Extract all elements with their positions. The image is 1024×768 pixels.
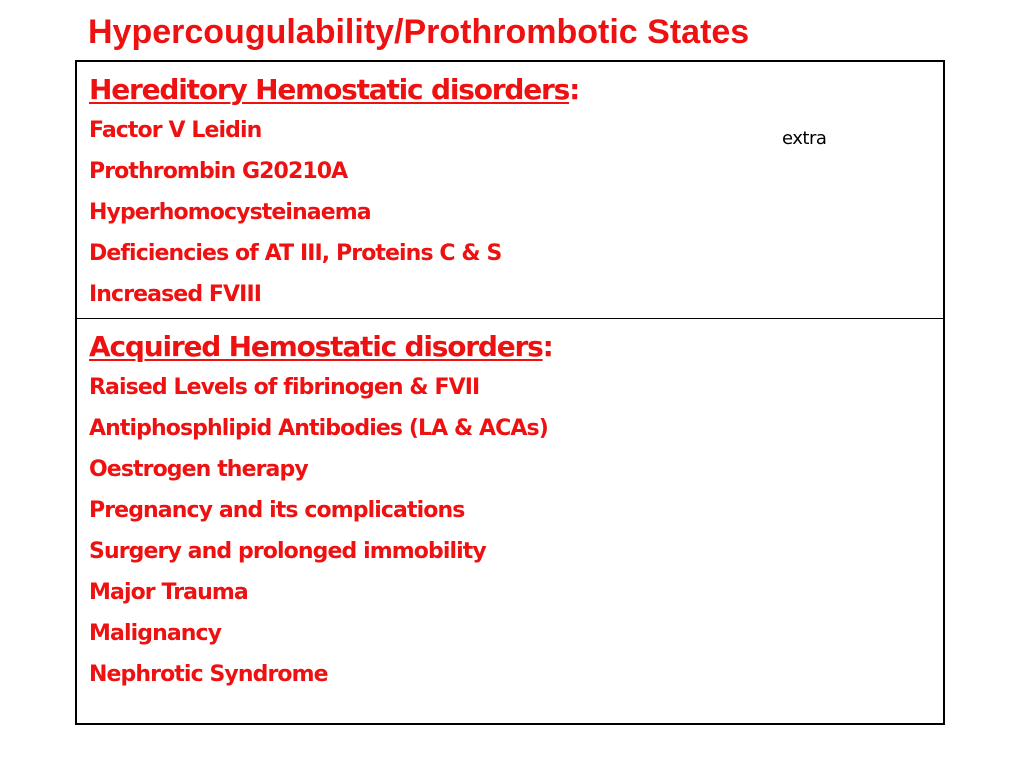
list-item: Prothrombin G20210A [89, 159, 348, 184]
acquired-list [89, 367, 943, 695]
acquired-heading-colon: : [542, 330, 553, 363]
list-item: Oestrogen therapy [89, 457, 308, 482]
extra-note: extra [782, 128, 827, 149]
list-item: Increased FVIII [89, 282, 262, 307]
list-item: Surgery and prolonged immobility [89, 539, 486, 564]
acquired-section [77, 319, 943, 723]
hereditary-section [77, 62, 943, 319]
list-item: Nephrotic Syndrome [89, 662, 328, 687]
list-item: Major Trauma [89, 580, 248, 605]
acquired-heading-text: Acquired Hemostatic disorders [89, 330, 543, 363]
list-item: Raised Levels of fibrinogen & FVII [89, 375, 480, 400]
disorders-table [75, 60, 945, 725]
acquired-heading [89, 327, 943, 367]
slide-title: Hypercougulability/Prothrombotic States [88, 13, 750, 51]
hereditary-heading [89, 70, 943, 110]
list-item: Deficiencies of AT III, Proteins C & S [89, 241, 502, 266]
hereditary-heading-text: Hereditory Hemostatic disorders [89, 73, 570, 106]
hereditary-heading-colon: : [569, 73, 580, 106]
list-item: Malignancy [89, 621, 222, 646]
list-item: Factor V Leidin [89, 118, 262, 143]
list-item: Hyperhomocysteinaema [89, 200, 371, 225]
list-item: Antiphosphlipid Antibodies (LA & ACAs) [89, 416, 548, 441]
list-item: Pregnancy and its complications [89, 498, 465, 523]
